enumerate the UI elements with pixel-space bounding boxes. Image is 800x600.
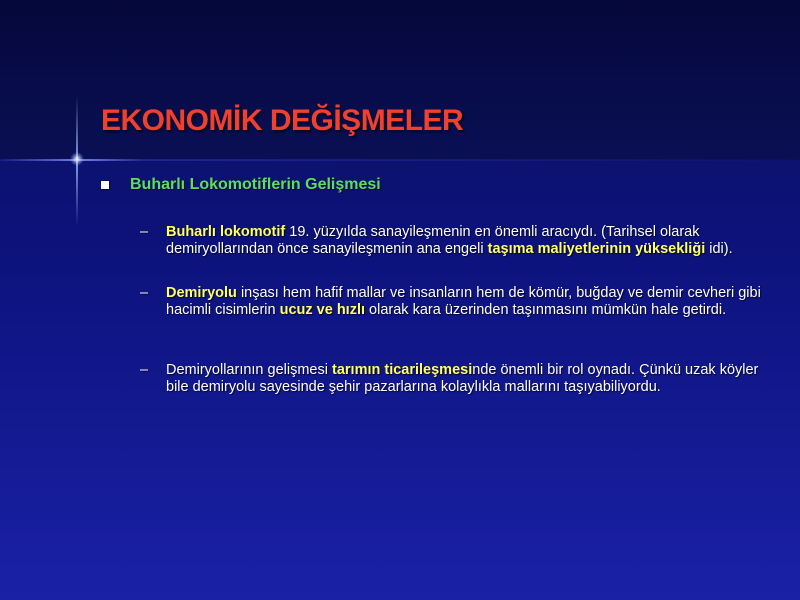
sub-bullet-1	[140, 224, 770, 258]
slide-title: EKONOMİK DEĞİŞMELER	[101, 104, 464, 137]
sub-bullet-3	[140, 362, 770, 396]
decorative-glow	[70, 152, 84, 166]
dash-bullet-icon: –	[140, 362, 149, 378]
highlight-text: tarımın ticarileşmesi	[332, 362, 473, 378]
main-bullet	[101, 176, 781, 194]
sub-bullet-text	[166, 285, 770, 319]
body-text: idi).	[705, 241, 733, 257]
highlight-text: Buharlı lokomotif	[166, 224, 286, 240]
body-text: olarak kara üzerinden taşınmasını mümkün hale getirdi.	[365, 302, 727, 318]
sub-bullet-text	[166, 224, 770, 258]
body-text: Demiryollarının gelişmesi	[166, 362, 332, 378]
main-bullet-text: Buharlı Lokomotiflerin Gelişmesi	[130, 176, 381, 193]
decorative-horizontal-line	[0, 159, 800, 161]
sub-bullet-2	[140, 285, 770, 319]
dash-bullet-icon: –	[140, 285, 149, 301]
body-text: nde önemli bir rol oynadı. Çünkü uzak köyler bile demiryolu sayesinde şehir pazarlarına kolaylıkla mallarını taşıyabiliyordu.	[166, 362, 759, 395]
highlight-text: taşıma maliyetlerinin yüksekliği	[487, 241, 706, 257]
square-bullet-icon	[101, 181, 109, 189]
body-text: 19. yüzyılda sanayileşmenin en önemli aracıydı. (Tarihsel olarak demiryollarından önce sanayileşmenin ana engeli	[166, 224, 700, 257]
dash-bullet-icon: –	[140, 224, 149, 240]
highlight-text: ucuz ve hızlı	[279, 302, 366, 318]
highlight-text: Demiryolu	[166, 285, 237, 301]
sub-bullet-text	[166, 362, 770, 396]
body-text: inşası hem hafif mallar ve insanların hem de kömür, buğday ve demir cevheri gibi hacimli cisimlerin	[166, 285, 761, 318]
